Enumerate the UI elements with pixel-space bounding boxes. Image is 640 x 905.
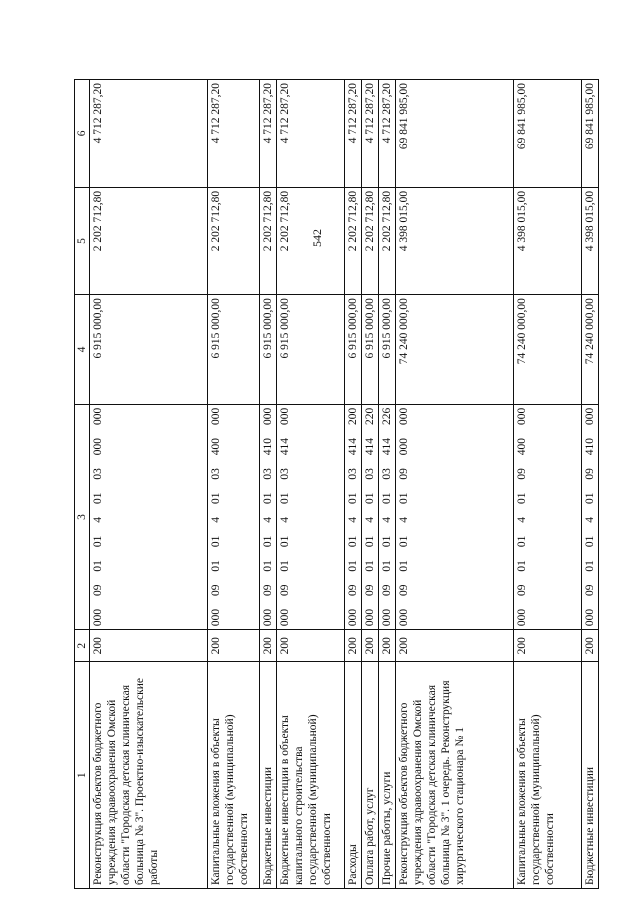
row-code-prefix-cell: 200 xyxy=(277,630,345,662)
row-code-prefix-cell: 200 xyxy=(379,630,396,662)
budget-code-part: 03 xyxy=(347,468,360,480)
budget-code-part: 4 xyxy=(398,516,411,523)
row-remaining-amount-cell: 69 841 985,00 xyxy=(396,80,514,188)
row-budget-code-cell xyxy=(582,404,599,629)
budget-code-part: 01 xyxy=(364,560,377,572)
table-row xyxy=(90,80,208,889)
row-code-prefix-cell: 200 xyxy=(396,630,514,662)
budget-code-part: 000 xyxy=(516,407,529,426)
row-planned-amount-cell: 6 915 000,00 xyxy=(379,295,396,405)
budget-code-part: 01 xyxy=(584,535,597,548)
budget-code-part: 01 xyxy=(210,535,223,548)
budget-code-part: 03 xyxy=(262,468,275,480)
budget-code-part: 000 xyxy=(398,608,411,627)
row-planned-amount-cell: 6 915 000,00 xyxy=(260,295,277,405)
budget-code-part: 01 xyxy=(279,560,292,572)
budget-code xyxy=(397,408,411,626)
budget-code-part: 414 xyxy=(279,437,292,456)
table-row xyxy=(362,80,379,889)
row-budget-code-cell xyxy=(260,404,277,629)
row-remaining-amount-cell: 4 712 287,20 xyxy=(277,80,345,188)
row-code-prefix-cell: 200 xyxy=(260,630,277,662)
table-row xyxy=(277,80,345,889)
row-executed-amount-cell: 2 202 712,80 xyxy=(379,187,396,294)
budget-code-part: 09 xyxy=(398,468,411,480)
row-name-cell: Бюджетные инвестиции xyxy=(582,662,599,889)
row-planned-amount-cell: 6 915 000,00 xyxy=(277,295,345,405)
row-executed-amount-cell: 4 398 015,00 xyxy=(582,187,599,294)
row-planned-amount-cell: 74 240 000,00 xyxy=(514,295,582,405)
budget-code-part: 01 xyxy=(279,492,292,505)
budget-code-part: 01 xyxy=(398,560,411,572)
budget-code-part: 01 xyxy=(92,492,105,505)
row-budget-code-cell xyxy=(362,404,379,629)
row-name-cell: Капитальные вложения в объекты государственной (муниципальной) собственности xyxy=(208,662,260,889)
budget-code-part: 01 xyxy=(210,560,223,572)
budget-code-part: 400 xyxy=(516,437,529,456)
budget-code-part: 01 xyxy=(364,535,377,548)
row-planned-amount-cell: 6 915 000,00 xyxy=(208,295,260,405)
table-row xyxy=(260,80,277,889)
row-executed-amount-cell: 2 202 712,80 xyxy=(277,187,345,294)
budget-code-part: 000 xyxy=(92,608,105,627)
row-name-cell: Бюджетные инвестиции xyxy=(260,662,277,889)
row-remaining-amount-cell: 69 841 985,00 xyxy=(514,80,582,188)
budget-code-part: 4 xyxy=(364,516,377,523)
row-remaining-amount-cell: 69 841 985,00 xyxy=(582,80,599,188)
budget-code-part: 09 xyxy=(210,584,223,596)
budget-code-part: 4 xyxy=(516,516,529,523)
budget-code-part: 000 xyxy=(398,407,411,426)
row-remaining-amount-cell: 4 712 287,20 xyxy=(379,80,396,188)
budget-code-part: 200 xyxy=(347,407,360,426)
budget-table xyxy=(74,79,599,889)
budget-code-part: 000 xyxy=(516,608,529,627)
budget-code-part: 01 xyxy=(347,560,360,572)
row-name-cell: Реконструкция объектов бюджетного учреждения здравоохранения Омской области "Городская детская клиническая больница № 3". 1 очередь. Реконструкция хирургического стационара № 1 xyxy=(396,662,514,889)
table-row xyxy=(582,80,599,889)
budget-code-part: 01 xyxy=(398,492,411,505)
budget-code-part: 01 xyxy=(381,535,394,548)
budget-code-part: 01 xyxy=(210,492,223,505)
budget-code-part: 01 xyxy=(262,560,275,572)
page-number: 542 xyxy=(310,229,324,247)
budget-code-part: 000 xyxy=(210,407,223,426)
budget-code-part: 01 xyxy=(279,535,292,548)
budget-code-part: 09 xyxy=(262,584,275,596)
budget-code-part: 01 xyxy=(398,535,411,548)
row-remaining-amount-cell: 4 712 287,20 xyxy=(345,80,362,188)
budget-code-part: 4 xyxy=(210,516,223,523)
budget-code-part: 09 xyxy=(364,584,377,596)
budget-code-part: 4 xyxy=(262,516,275,523)
row-executed-amount-cell: 2 202 712,80 xyxy=(345,187,362,294)
budget-code-part: 4 xyxy=(381,516,394,523)
budget-code-part: 01 xyxy=(381,492,394,505)
budget-code-part: 01 xyxy=(92,535,105,548)
row-remaining-amount-cell: 4 712 287,20 xyxy=(208,80,260,188)
budget-code-part: 01 xyxy=(347,535,360,548)
budget-code-part: 000 xyxy=(262,407,275,426)
row-executed-amount-cell: 2 202 712,80 xyxy=(90,187,208,294)
row-code-prefix-cell: 200 xyxy=(208,630,260,662)
budget-code xyxy=(278,408,292,626)
budget-code-part: 414 xyxy=(381,437,394,456)
budget-code-part: 03 xyxy=(364,468,377,480)
budget-code xyxy=(363,408,377,626)
row-code-prefix-cell: 200 xyxy=(90,630,208,662)
budget-code xyxy=(209,408,223,626)
table-row xyxy=(396,80,514,889)
row-executed-amount-cell: 2 202 712,80 xyxy=(260,187,277,294)
budget-code-part: 01 xyxy=(516,560,529,572)
row-budget-code-cell xyxy=(277,404,345,629)
budget-code-part: 03 xyxy=(210,468,223,480)
row-planned-amount-cell: 6 915 000,00 xyxy=(345,295,362,405)
column-header-6: 6 xyxy=(75,80,90,188)
row-executed-amount-cell: 4 398 015,00 xyxy=(396,187,514,294)
row-name-cell: Оплата работ, услуг xyxy=(362,662,379,889)
budget-code-part: 000 xyxy=(398,437,411,456)
row-remaining-amount-cell: 4 712 287,20 xyxy=(260,80,277,188)
budget-code xyxy=(583,408,597,626)
budget-code-part: 09 xyxy=(279,584,292,596)
budget-code-part: 09 xyxy=(584,468,597,480)
budget-code-part: 09 xyxy=(584,584,597,596)
column-header-2: 2 xyxy=(75,630,90,662)
budget-code-part: 000 xyxy=(92,437,105,456)
budget-code-part: 4 xyxy=(279,516,292,523)
budget-code-part: 09 xyxy=(92,584,105,596)
row-code-prefix-cell: 200 xyxy=(345,630,362,662)
budget-code-part: 01 xyxy=(347,492,360,505)
column-header-1: 1 xyxy=(75,662,90,889)
budget-code-part: 4 xyxy=(347,516,360,523)
row-planned-amount-cell: 74 240 000,00 xyxy=(396,295,514,405)
row-name-cell: Расходы xyxy=(345,662,362,889)
budget-code xyxy=(91,408,105,626)
table-row xyxy=(514,80,582,889)
budget-code-part: 01 xyxy=(584,492,597,505)
row-executed-amount-cell: 2 202 712,80 xyxy=(362,187,379,294)
budget-code xyxy=(380,408,394,626)
budget-code-part: 01 xyxy=(262,492,275,505)
budget-code-part: 01 xyxy=(364,492,377,505)
row-executed-amount-cell: 4 398 015,00 xyxy=(514,187,582,294)
budget-code-part: 01 xyxy=(92,560,105,572)
column-header-5: 5 xyxy=(75,187,90,294)
row-budget-code-cell xyxy=(90,404,208,629)
table-row xyxy=(379,80,396,889)
budget-code-part: 414 xyxy=(347,437,360,456)
row-code-prefix-cell: 200 xyxy=(582,630,599,662)
row-name-cell: Прочие работы, услуги xyxy=(379,662,396,889)
column-header-3: 3 xyxy=(75,404,90,629)
row-budget-code-cell xyxy=(208,404,260,629)
budget-code-part: 09 xyxy=(347,584,360,596)
budget-table-frame xyxy=(74,79,614,889)
row-planned-amount-cell: 6 915 000,00 xyxy=(90,295,208,405)
budget-code-part: 000 xyxy=(364,608,377,627)
row-planned-amount-cell: 74 240 000,00 xyxy=(582,295,599,405)
budget-code-part: 09 xyxy=(381,584,394,596)
budget-code-part: 220 xyxy=(364,407,377,426)
budget-code-part: 000 xyxy=(584,608,597,627)
budget-code-part: 410 xyxy=(262,437,275,456)
table-row xyxy=(208,80,260,889)
row-remaining-amount-cell: 4 712 287,20 xyxy=(362,80,379,188)
budget-code-part: 000 xyxy=(210,608,223,627)
budget-code-part: 03 xyxy=(381,468,394,480)
row-executed-amount-cell: 2 202 712,80 xyxy=(208,187,260,294)
row-remaining-amount-cell: 4 712 287,20 xyxy=(90,80,208,188)
row-planned-amount-cell: 6 915 000,00 xyxy=(362,295,379,405)
row-code-prefix-cell: 200 xyxy=(362,630,379,662)
row-code-prefix-cell: 200 xyxy=(514,630,582,662)
budget-code-part: 03 xyxy=(92,468,105,480)
row-name-cell: Бюджетные инвестиции в объекты капитального строительства государственной (муниципальной) собственности xyxy=(277,662,345,889)
budget-code-part: 03 xyxy=(279,468,292,480)
row-budget-code-cell xyxy=(514,404,582,629)
row-budget-code-cell xyxy=(379,404,396,629)
row-budget-code-cell xyxy=(345,404,362,629)
budget-code-part: 09 xyxy=(398,584,411,596)
budget-code-part: 4 xyxy=(584,516,597,523)
row-name-cell: Реконструкция объектов бюджетного учреждения здравоохранения Омской области "Городская детская клиническая больница № 3". Проектно-изыскательские работы xyxy=(90,662,208,889)
budget-code-part: 01 xyxy=(516,492,529,505)
budget-code-part: 000 xyxy=(381,608,394,627)
budget-code-part: 01 xyxy=(262,535,275,548)
budget-code-part: 09 xyxy=(516,584,529,596)
row-budget-code-cell xyxy=(396,404,514,629)
budget-code-part: 01 xyxy=(584,560,597,572)
header-row xyxy=(75,80,90,889)
table-body xyxy=(90,80,599,889)
budget-code-part: 000 xyxy=(92,407,105,426)
budget-code xyxy=(261,408,275,626)
budget-code-part: 400 xyxy=(210,437,223,456)
budget-code-part: 01 xyxy=(381,560,394,572)
budget-code-part: 410 xyxy=(584,437,597,456)
budget-code-part: 000 xyxy=(584,407,597,426)
budget-code xyxy=(346,408,360,626)
budget-code-part: 09 xyxy=(516,468,529,480)
budget-code-part: 000 xyxy=(262,608,275,627)
table-row xyxy=(345,80,362,889)
budget-code-part: 000 xyxy=(279,407,292,426)
budget-code-part: 000 xyxy=(279,608,292,627)
column-header-4: 4 xyxy=(75,295,90,405)
budget-code-part: 414 xyxy=(364,437,377,456)
budget-code-part: 4 xyxy=(92,516,105,523)
budget-code-part: 000 xyxy=(347,608,360,627)
budget-code-part: 01 xyxy=(516,535,529,548)
row-name-cell: Капитальные вложения в объекты государственной (муниципальной) собственности xyxy=(514,662,582,889)
budget-code xyxy=(515,408,529,626)
budget-code-part: 226 xyxy=(381,407,394,426)
